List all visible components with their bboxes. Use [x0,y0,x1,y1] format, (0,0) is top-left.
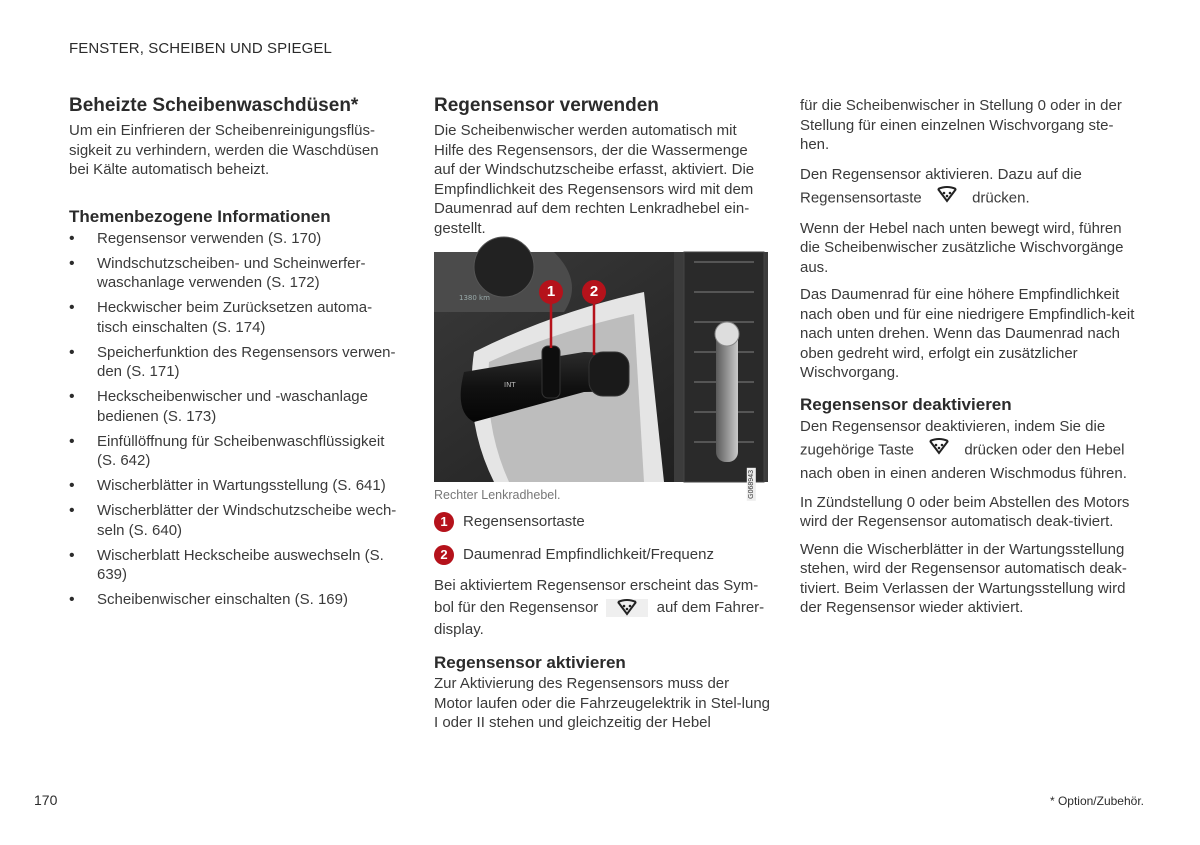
p2-text-b: Regensensortaste [800,188,922,206]
activate-text: Zur Aktivierung des Regensensors muss der Motor laufen oder die Fahrzeugelektrik in Stel-lung I oder II stehen und gleichzeitig der Hebel [434,675,771,731]
related-link[interactable]: • Windschutzscheiben- und Scheinwerfer-waschanlage verwenden (S. 172) [69,254,399,293]
column-2 [434,95,770,238]
col3-paragraph-6: In Zündstellung 0 oder beim Abstellen des Motors wird der Regensensor automatisch deak-tiviert. [800,493,1130,530]
col3-paragraph-2 [800,163,1135,211]
figure-caption-block [434,488,770,733]
column-3 [800,96,1135,618]
section-title-heated-nozzles: Beheizte Scheibenwaschdüsen* [69,95,359,116]
symbol-text-a: Bei aktiviertem Regensensor erscheint das Sym-bol für den Regensensor [434,577,759,616]
related-link[interactable]: • Wischerblatt Heckscheibe auswechseln (S. 639) [69,546,399,585]
column-1 [69,95,399,615]
related-link[interactable]: • Wischerblätter der Windschutzscheibe wech-seln (S. 640) [69,501,399,540]
col3-paragraph-1: für die Scheibenwischer in Stellung 0 oder in der Stellung für einen einzelnen Wischvorgang ste-hen. [800,97,1122,153]
related-link[interactable]: • Wischerblätter in Wartungsstellung (S. 641) [69,476,399,496]
related-link[interactable]: • Speicherfunktion des Regensensors verwen-den (S. 171) [69,343,399,382]
rain-sensor-icon [926,186,968,211]
rain-sensor-icon [918,438,960,463]
col3-paragraph-5 [800,416,1135,485]
footnote-option: * Option/Zubehör. [1049,794,1144,808]
activate-heading: Regensensor aktivieren [434,653,626,672]
related-link[interactable]: • Einfüllöffnung für Scheibenwaschflüssigkeit (S. 642) [69,432,399,471]
col3-paragraph-7: Wenn die Wischerblätter in der Wartungsstellung stehen, wird der Regensensor automatisch deak-tiviert. Beim Verlassen der Wartungsstellung wird der Regensensor wieder aktiviert. [800,540,1127,616]
rain-sensor-icon [606,599,648,617]
heated-nozzles-text: Um ein Einfrieren der Scheibenreinigungsflüs-sigkeit zu verhindern, werden die Waschdüsen bei Kälte automatisch beheizt. [69,122,379,178]
col3-paragraph-4: Das Daumenrad für eine höhere Empfindlichkeit nach oben und für eine niedrigere Empfindlich-keit nach unten drehen. Wenn das Daumenrad nach oben gedreht wird, erfolgt ein zusätzlicher Wischvorgang. [800,286,1135,381]
related-link[interactable]: • Heckwischer beim Zurücksetzen automa-tisch einschalten (S. 174) [69,298,399,337]
figure-callout-2: 2 [582,280,606,304]
p5-text-b: zugehörige Taste [800,440,914,458]
legend-item [434,545,770,565]
p2-text-a: Den Regensensor aktivieren. Dazu auf die [800,165,1082,183]
section-title-rain-sensor: Regensensor verwenden [434,95,659,116]
p5-text-a: Den Regensensor deaktivieren, indem Sie die [800,417,1106,435]
symbol-text-b: auf dem Fahrer-display. [434,599,765,638]
legend-item [434,512,770,532]
legend-text-2: Daumenrad Empfindlichkeit/Frequenz [463,546,714,564]
figure-caption: Rechter Lenkradhebel. [434,488,561,502]
related-info-heading: Themenbezogene Informationen [69,206,331,226]
p2-text-c: drücken. [972,188,1030,206]
svg-text:INT: INT [504,381,516,389]
legend-number-2: 2 [434,545,454,565]
figure-code: G068943 [748,470,755,499]
rain-sensor-intro: Die Scheibenwischer werden automatisch mit Hilfe des Regensensors, der die Wassermenge auf der Windschutzscheibe erfasst, aktiviert. Die Empfindlichkeit des Regensensors wird mit dem Daumenrad auf dem rechten Lenkradhebel ein-gestellt. [434,122,755,237]
figure-callout-1: 1 [539,280,563,304]
legend-number-1: 1 [434,512,454,532]
p5-text-c: drücken oder den Hebel nach oben in einen anderen Wischmodus führen. [800,440,1127,482]
running-header: FENSTER, SCHEIBEN UND SPIEGEL [69,40,332,57]
related-link[interactable]: • Regensensor verwenden (S. 170) [69,229,399,249]
legend-text-1: Regensensortaste [463,513,585,531]
related-link[interactable]: • Heckscheibenwischer und -waschanlage bedienen (S. 173) [69,387,399,426]
page-number: 170 [34,792,58,808]
svg-text:1380 km: 1380 km [459,294,490,302]
related-link[interactable]: • Scheibenwischer einschalten (S. 169) [69,590,399,610]
related-links-list [69,229,399,610]
symbol-paragraph [434,575,770,641]
col3-paragraph-3: Wenn der Hebel nach unten bewegt wird, führen die Scheibenwischer zusätzliche Wischvorgänge aus. [800,219,1124,276]
deactivate-heading: Regensensor deaktivieren [800,394,1012,414]
